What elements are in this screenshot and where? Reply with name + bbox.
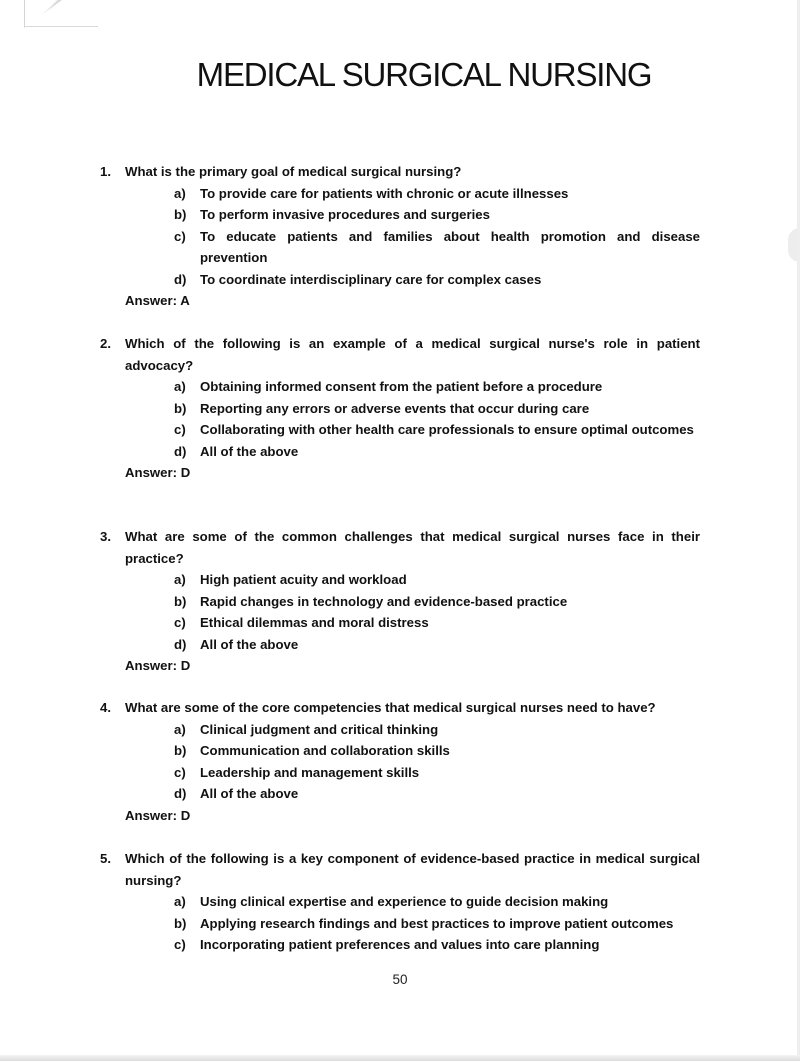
option-letter: a) [174, 379, 186, 394]
option-text: Rapid changes in technology and evidence-based practice [200, 593, 568, 609]
answer-label: Answer: D [125, 807, 191, 823]
option-letter: c) [174, 228, 186, 244]
option-text: Obtaining informed consent from the patient before a procedure [200, 379, 603, 394]
option-letter: d) [174, 636, 187, 652]
option-letter: a) [174, 894, 186, 909]
option-text: All of the above [200, 786, 299, 801]
option-letter: c) [174, 422, 186, 437]
page-fold-line [24, 26, 98, 27]
option-text: High patient acuity and workload [200, 572, 407, 587]
page-edge-bottom [0, 1055, 800, 1061]
option-letter: a) [174, 185, 186, 201]
option-text: To educate patients and families about health promotion and disease prevention [200, 228, 700, 265]
question-2 [100, 333, 700, 484]
option-letter: a) [174, 721, 186, 737]
option-b [100, 204, 700, 226]
question-number: 5. [100, 851, 111, 866]
option-c [100, 226, 700, 269]
option-c [100, 612, 700, 634]
option-a [100, 891, 700, 913]
question-number: 3. [100, 529, 111, 544]
option-a [100, 569, 700, 591]
option-letter: c) [174, 764, 186, 780]
option-text: Ethical dilemmas and moral distress [200, 615, 429, 630]
option-letter: b) [174, 593, 187, 609]
question-text: What are some of the core competencies that medical surgical nurses need to have? [125, 700, 656, 715]
option-letter: b) [174, 207, 187, 222]
option-d [100, 441, 700, 463]
option-text: To provide care for patients with chronic or acute illnesses [200, 185, 569, 201]
option-text: Leadership and management skills [200, 764, 420, 780]
option-c [100, 762, 700, 784]
option-text: Communication and collaboration skills [200, 743, 450, 758]
option-letter: a) [174, 572, 186, 587]
question-text: Which of the following is a key component of evidence-based practice in medical surgical nursing? [125, 851, 700, 888]
option-letter: d) [174, 271, 187, 287]
option-letter: b) [174, 743, 187, 758]
page-number: 50 [392, 972, 408, 987]
question-5 [100, 848, 700, 956]
option-letter: d) [174, 443, 187, 459]
page-title: MEDICAL SURGICAL NURSING [196, 56, 652, 93]
option-b [100, 740, 700, 762]
option-c [100, 419, 700, 441]
option-a [100, 376, 700, 398]
question-4 [100, 697, 700, 826]
option-b [100, 913, 700, 935]
answer-label: Answer: A [125, 293, 190, 308]
option-text: Applying research findings and best practices to improve patient outcomes [200, 915, 674, 931]
question-1 [100, 161, 700, 312]
option-d [100, 634, 700, 656]
option-text: All of the above [200, 443, 299, 459]
option-d [100, 783, 700, 805]
option-b [100, 398, 700, 420]
option-a [100, 183, 700, 205]
option-text: To coordinate interdisciplinary care for complex cases [200, 271, 542, 287]
option-text: To perform invasive procedures and surgeries [200, 207, 490, 222]
page-fold-corner [24, 0, 62, 28]
option-text: Clinical judgment and critical thinking [200, 721, 439, 737]
question-3 [100, 526, 700, 677]
option-letter: c) [174, 615, 186, 630]
option-letter: c) [174, 937, 186, 952]
question-text: What are some of the common challenges that medical surgical nurses face in their practice? [125, 529, 700, 566]
option-letter: d) [174, 786, 187, 801]
answer-label: Answer: D [125, 658, 191, 673]
option-letter: b) [174, 400, 187, 416]
question-text: What is the primary goal of medical surgical nursing? [125, 164, 462, 179]
question-text: Which of the following is an example of a medical surgical nurse's role in patient advocacy? [125, 336, 700, 373]
question-number: 4. [100, 700, 111, 715]
option-text: Reporting any errors or adverse events that occur during care [200, 400, 590, 416]
option-text: All of the above [200, 636, 299, 652]
option-c [100, 934, 700, 956]
option-text: Using clinical expertise and experience to guide decision making [200, 894, 609, 909]
question-number: 1. [100, 164, 111, 179]
option-text: Incorporating patient preferences and values into care planning [200, 937, 600, 952]
option-letter: b) [174, 915, 187, 931]
option-text: Collaborating with other health care professionals to ensure optimal outcomes [200, 422, 694, 437]
option-b [100, 591, 700, 613]
question-number: 2. [100, 336, 111, 351]
option-d [100, 269, 700, 291]
option-a [100, 719, 700, 741]
answer-label: Answer: D [125, 465, 191, 480]
